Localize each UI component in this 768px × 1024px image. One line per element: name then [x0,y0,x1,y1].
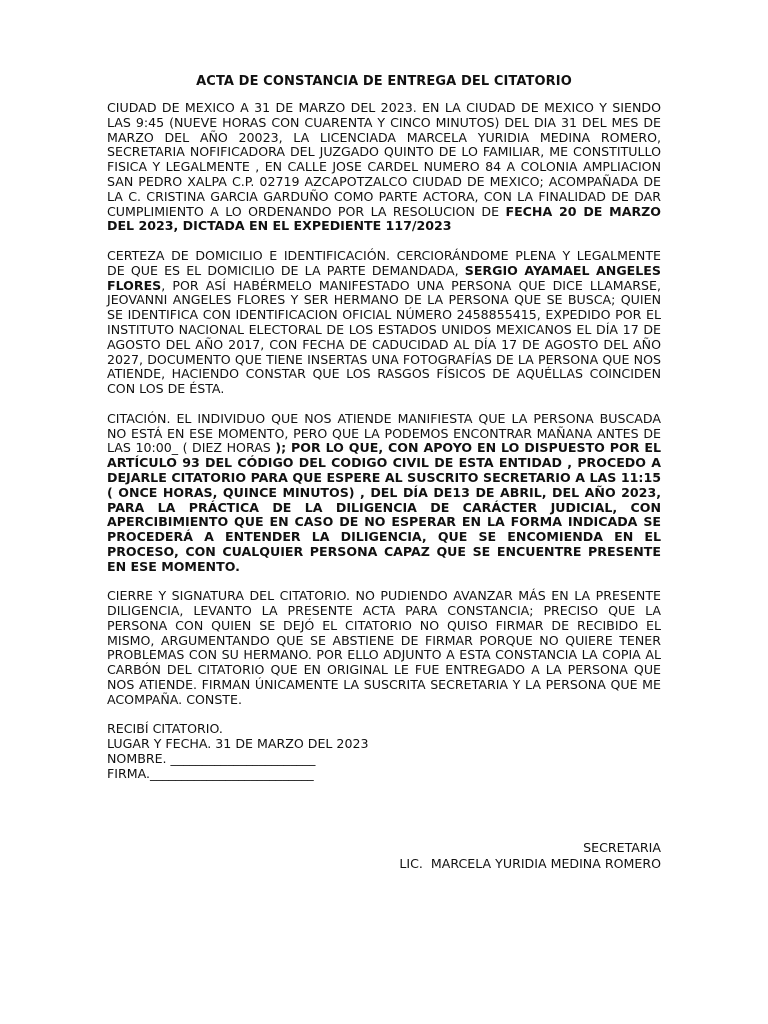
signature-block [399,840,661,872]
signature-line: FIRMA.__________________________ [107,765,314,781]
place-date-line: LUGAR Y FECHA. 31 DE MARZO DEL 2023 [107,736,369,752]
paragraph-citation [107,412,661,575]
paragraph-opening-text: CIUDAD DE MEXICO A 31 DE MARZO DEL 2023. EN LA CIUDAD DE MEXICO Y SIENDO LAS 9:45 (NUEVE HORAS CON CUARENTA Y CINCO MINUTOS) DEL DIA 31 DEL MES DE MARZO DEL AÑO 20023, LA LICENCIADA MARCELA YURIDIA MEDINA ROMERO, SECRETARIA NOFIFICADORA DEL JUZGADO QUINTO DE LO FAMILIAR, ME CONSTITULLO FISICA Y LEGALMENTE , EN CALLE JOSE CARDEL NUMERO 84 A COLONIA AMPLIACION SAN PEDRO XALPA C.P. 02719 AZCAPOTZALCO CIUDAD DE MEXICO; ACOMPAÑADA DE LA C. CRISTINA GARCIA GARDUÑO COMO PARTE ACTORA, CON LA FINALIDAD DE DAR CUMPLIMIENTO A LO ORDENANDO POR LA RESOLUCION DE [107,100,661,219]
received-block [107,722,661,781]
signer-role: SECRETARIA [583,840,661,855]
received-line: RECIBÍ CITATORIO. [107,721,223,737]
paragraph-citation-bold: ); POR LO QUE, CON APOYO EN LO DISPUESTO POR EL ARTÍCULO 93 DEL CÓDIGO DEL CODIGO CIVIL DE ESTA ENTIDAD , PROCEDO A DEJARLE CITATORIO PARA QUE ESPERE AL SUSCRITO SECRETARIO A LAS 11:15 ( ONCE HORAS, QUINCE MINUTOS) , DEL DÍA DE13 DE ABRIL, DEL AÑO 2023, PARA LA PRÁCTICA DE LA DILIGENCIA DE CARÁCTER JUDICIAL, CON APERCIBIMIENTO QUE EN CASO DE NO ESPERAR EN LA FORMA INDICADA SE PROCEDERÁ A ENTENDER LA DILIGENCIA, QUE SE ENCOMIENDA EN EL PROCESO, CON CUALQUIER PERSONA CAPAZ QUE SE ENCUENTRE PRESENTE EN ESE MOMENTO. [107,440,661,574]
document-title: ACTA DE CONSTANCIA DE ENTREGA DEL CITATORIO [196,74,572,89]
paragraph-domicile-text-b: , POR ASÍ HABÉRMELO MANIFESTADO UNA PERSONA QUE DICE LLAMARSE, JEOVANNI ANGELES FLORES Y SER HERMANO DE LA PERSONA QUE SE BUSCA; QUIEN SE IDENTIFICA CON IDENTIFICACION OFICIAL NÚMERO 2458855415, EXPEDIDO POR EL INSTITUTO NACIONAL ELECTORAL DE LOS ESTADOS UNIDOS MEXICANOS EL DÍA 17 DE AGOSTO DEL AÑO 2017, CON FECHA DE CADUCIDAD AL DÍA 17 DE AGOSTO DEL AÑO 2027, DOCUMENTO QUE TIENE INSERTAS UNA FOTOGRAFÍAS DE LA PERSONA QUE NOS ATIENDE, HACIENDO CONSTAR QUE LOS RASGOS FÍSICOS DE AQUÉLLAS COINCIDEN CON LOS DE ÉSTA. [107,277,661,397]
paragraph-closing: CIERRE Y SIGNATURA DEL CITATORIO. NO PUDIENDO AVANZAR MÁS EN LA PRESENTE DILIGENCIA, LEVANTO LA PRESENTE ACTA PARA CONSTANCIA; PRECISO QUE LA PERSONA CON QUIEN SE DEJÓ EL CITATORIO NO QUISO FIRMAR DE RECIBIDO EL MISMO, ARGUMENTANDO QUE SE ABSTIENE DE FIRMAR PORQUE NO QUIERE TENER PROBLEMAS CON SU HERMANO. POR ELLO ADJUNTO A ESTA CONSTANCIA LA COPIA AL CARBÓN DEL CITATORIO QUE EN ORIGINAL LE FUE ENTREGADO A LA PERSONA QUE NOS ATIENDE. FIRMAN ÚNICAMENTE LA SUSCRITA SECRETARIA Y LA PERSONA QUE ME ACOMPAÑA. CONSTE. [107,588,661,707]
name-line: NOMBRE. _______________________ [107,751,316,767]
paragraph-domicile-text-a: CERTEZA DE DOMICILIO E IDENTIFICACIÓN. CERCIORÁNDOME PLENA Y LEGALMENTE DE QUE ES EL DOMICILIO DE LA PARTE DEMANDADA, [107,247,661,278]
paragraph-opening [107,101,661,234]
paragraph-domicile-bold: SERGIO AYAMAEL ANGELES FLORES [107,262,661,293]
signer-name: LIC. MARCELA YURIDIA MEDINA ROMERO [399,856,661,871]
paragraph-citation-text: CITACIÓN. EL INDIVIDUO QUE NOS ATIENDE MANIFIESTA QUE LA PERSONA BUSCADA NO ESTÁ EN ESE MOMENTO, PERO QUE LA PODEMOS ENCONTRAR MAÑANA ANTES DE LAS 10:00_ ( DIEZ HORAS [107,410,661,456]
paragraph-opening-bold: FECHA 20 DE MARZO DEL 2023, DICTADA EN EL EXPEDIENTE 117/2023 [107,203,661,234]
paragraph-domicile [107,249,661,397]
